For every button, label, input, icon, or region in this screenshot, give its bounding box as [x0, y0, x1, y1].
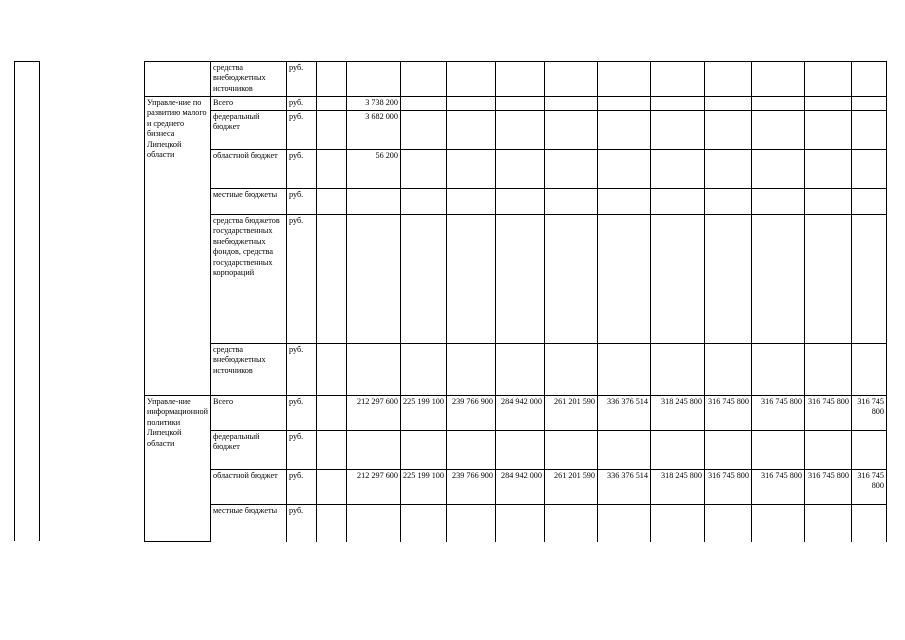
value-cell — [495, 505, 544, 542]
value-cell — [400, 344, 446, 396]
value-cell — [704, 344, 751, 396]
table-row — [145, 150, 887, 189]
value-cell — [704, 62, 751, 97]
value-cell — [804, 111, 851, 150]
value-cell — [544, 189, 597, 215]
value-cell — [597, 189, 650, 215]
value-cell — [346, 344, 400, 396]
value-cell — [597, 111, 650, 150]
value-cell: 316 745 800 — [804, 470, 851, 505]
unit-cell: руб. — [286, 189, 316, 215]
value-cell — [495, 431, 544, 470]
value-cell — [316, 111, 346, 150]
value-cell: 336 376 514 — [597, 470, 650, 505]
value-cell — [597, 505, 650, 542]
value-cell: 261 201 590 — [544, 396, 597, 431]
value-cell: 316 745 800 — [851, 470, 886, 505]
funding-source-cell: средства внебюджетных источников — [210, 62, 286, 97]
value-cell — [400, 62, 446, 97]
budget-table — [144, 61, 887, 542]
value-cell — [804, 505, 851, 542]
funding-source-cell: средства бюджетов государственных внебюджетных фондов, средства государственных корпораций — [210, 215, 286, 344]
value-cell — [495, 97, 544, 111]
value-cell — [316, 396, 346, 431]
unit-cell: руб. — [286, 505, 316, 542]
value-cell — [346, 62, 400, 97]
value-cell — [851, 431, 886, 470]
value-cell — [650, 150, 704, 189]
value-cell — [316, 97, 346, 111]
value-cell — [804, 150, 851, 189]
funding-source-cell: областной бюджет — [210, 150, 286, 189]
value-cell — [346, 215, 400, 344]
value-cell — [851, 97, 886, 111]
value-cell: 284 942 000 — [495, 470, 544, 505]
value-cell — [650, 215, 704, 344]
table-row — [145, 97, 887, 111]
table-row — [145, 111, 887, 150]
value-cell — [316, 431, 346, 470]
value-cell — [804, 215, 851, 344]
table-row — [145, 396, 887, 431]
value-cell — [346, 505, 400, 542]
funding-source-cell: Всего — [210, 396, 286, 431]
unit-cell: руб. — [286, 470, 316, 505]
value-cell — [495, 344, 544, 396]
value-cell — [446, 344, 495, 396]
value-cell — [597, 150, 650, 189]
value-cell: 261 201 590 — [544, 470, 597, 505]
value-cell: 316 745 800 — [751, 470, 804, 505]
value-cell — [400, 505, 446, 542]
unit-cell: руб. — [286, 62, 316, 97]
value-cell — [495, 62, 544, 97]
value-cell — [446, 189, 495, 215]
value-cell — [704, 150, 751, 189]
table-row — [145, 189, 887, 215]
value-cell: 316 745 800 — [704, 470, 751, 505]
unit-cell: руб. — [286, 431, 316, 470]
value-cell — [495, 189, 544, 215]
value-cell: 316 745 800 — [704, 396, 751, 431]
value-cell — [704, 215, 751, 344]
value-cell — [650, 505, 704, 542]
value-cell — [804, 97, 851, 111]
value-cell — [495, 150, 544, 189]
value-cell — [544, 150, 597, 189]
value-cell — [446, 62, 495, 97]
value-cell — [650, 431, 704, 470]
organization-cell: Управле-ние по развитию малого и среднего бизнеса Липецкой области — [145, 97, 211, 396]
value-cell — [544, 505, 597, 542]
table-row — [145, 62, 887, 97]
value-cell — [704, 97, 751, 111]
value-cell: 225 199 100 — [400, 396, 446, 431]
funding-source-cell: областной бюджет — [210, 470, 286, 505]
funding-source-cell: местные бюджеты — [210, 505, 286, 542]
funding-source-cell: средства внебюджетных источников — [210, 344, 286, 396]
table-row — [145, 215, 887, 344]
value-cell — [597, 431, 650, 470]
value-cell — [704, 431, 751, 470]
unit-cell: руб. — [286, 150, 316, 189]
value-cell — [751, 189, 804, 215]
budget-table-body — [145, 62, 887, 542]
value-cell — [704, 111, 751, 150]
value-cell — [650, 111, 704, 150]
table-row — [145, 431, 887, 470]
value-cell — [597, 215, 650, 344]
value-cell — [316, 62, 346, 97]
funding-source-cell: федеральный бюджет — [210, 111, 286, 150]
value-cell — [851, 111, 886, 150]
value-cell — [751, 150, 804, 189]
value-cell — [316, 344, 346, 396]
value-cell — [400, 111, 446, 150]
value-cell — [597, 62, 650, 97]
funding-source-cell: Всего — [210, 97, 286, 111]
value-cell — [851, 62, 886, 97]
value-cell: 239 766 900 — [446, 470, 495, 505]
value-cell: 318 245 800 — [650, 396, 704, 431]
organization-cell: Управле-ние информационной политики Липецкой области — [145, 396, 211, 542]
value-cell — [544, 344, 597, 396]
value-cell — [804, 62, 851, 97]
unit-cell: руб. — [286, 344, 316, 396]
value-cell — [446, 215, 495, 344]
value-cell — [650, 62, 704, 97]
value-cell: 318 245 800 — [650, 470, 704, 505]
value-cell: 212 297 600 — [346, 470, 400, 505]
value-cell — [751, 97, 804, 111]
value-cell — [751, 344, 804, 396]
value-cell — [704, 189, 751, 215]
value-cell — [446, 97, 495, 111]
value-cell — [400, 215, 446, 344]
value-cell — [804, 344, 851, 396]
unit-cell: руб. — [286, 111, 316, 150]
value-cell — [650, 189, 704, 215]
value-cell: 56 200 — [346, 150, 400, 189]
value-cell: 316 745 800 — [751, 396, 804, 431]
value-cell: 316 745 800 — [804, 396, 851, 431]
value-cell: 239 766 900 — [446, 396, 495, 431]
value-cell — [544, 431, 597, 470]
value-cell — [400, 97, 446, 111]
organization-cell — [145, 62, 211, 97]
value-cell: 3 682 000 — [346, 111, 400, 150]
left-margin-box — [14, 61, 40, 541]
value-cell — [316, 150, 346, 189]
value-cell: 336 376 514 — [597, 396, 650, 431]
value-cell — [446, 150, 495, 189]
unit-cell: руб. — [286, 97, 316, 111]
value-cell — [316, 215, 346, 344]
value-cell — [851, 344, 886, 396]
value-cell: 225 199 100 — [400, 470, 446, 505]
table-row — [145, 505, 887, 542]
value-cell — [346, 431, 400, 470]
value-cell — [495, 111, 544, 150]
value-cell — [751, 505, 804, 542]
value-cell — [400, 189, 446, 215]
value-cell — [851, 505, 886, 542]
value-cell — [495, 215, 544, 344]
value-cell — [400, 431, 446, 470]
value-cell — [346, 189, 400, 215]
value-cell — [597, 97, 650, 111]
value-cell — [446, 431, 495, 470]
value-cell — [851, 215, 886, 344]
value-cell — [851, 150, 886, 189]
value-cell — [751, 431, 804, 470]
value-cell — [851, 189, 886, 215]
unit-cell: руб. — [286, 396, 316, 431]
value-cell — [446, 505, 495, 542]
value-cell — [751, 215, 804, 344]
value-cell — [650, 344, 704, 396]
value-cell — [650, 97, 704, 111]
value-cell — [751, 62, 804, 97]
value-cell — [316, 470, 346, 505]
value-cell: 3 738 200 — [346, 97, 400, 111]
value-cell — [544, 62, 597, 97]
value-cell: 284 942 000 — [495, 396, 544, 431]
funding-source-cell: федеральный бюджет — [210, 431, 286, 470]
value-cell: 316 745 800 — [851, 396, 886, 431]
value-cell — [446, 111, 495, 150]
table-row — [145, 470, 887, 505]
value-cell — [597, 344, 650, 396]
value-cell — [544, 111, 597, 150]
value-cell — [751, 111, 804, 150]
value-cell — [704, 505, 751, 542]
unit-cell: руб. — [286, 215, 316, 344]
value-cell — [400, 150, 446, 189]
value-cell: 212 297 600 — [346, 396, 400, 431]
value-cell — [804, 431, 851, 470]
value-cell — [316, 189, 346, 215]
value-cell — [316, 505, 346, 542]
funding-source-cell: местные бюджеты — [210, 189, 286, 215]
table-row — [145, 344, 887, 396]
value-cell — [544, 215, 597, 344]
value-cell — [804, 189, 851, 215]
value-cell — [544, 97, 597, 111]
